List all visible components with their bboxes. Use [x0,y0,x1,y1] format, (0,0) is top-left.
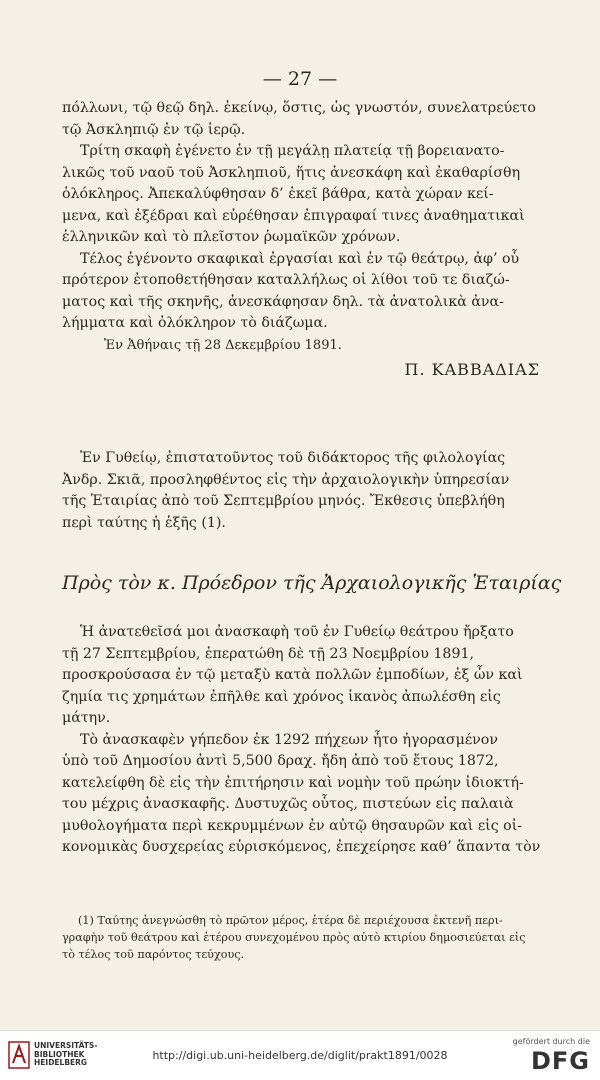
dateline: Ἐν Ἀθήναις τῇ 28 Δεκεμβρίου 1891. [104,337,342,353]
text-line: κατελείφθη δὲ εἰς τὴν ἐπιτήρησιν καὶ νομὴν τοῦ πρώην ἰδιοκτή- [62,774,524,791]
text-line: τῷ Ἀσκληπιῷ ἐν τῷ ἱερῷ. [62,121,246,138]
text-line: ἑλληνικῶν καὶ τὸ πλεῖστον ῥωμαϊκῶν χρόνων. [62,229,401,245]
sponsor-caption: gefördert durch die [512,1037,590,1046]
text-line: Ἐν Γυθείῳ, ἐπιστατοῦντος τοῦ διδάκτορος τῆς φιλολογίας [80,450,506,466]
footnote-line: γραφὴν τοῦ θεάτρου καὶ ἑτέρου συνεχομένου πρὸς αὐτὸ κτιρίου δημοσιεύεται εἰς [62,931,526,944]
text-line: πόλλωνι, τῷ θεῷ δηλ. ἐκείνῳ, ὅστις, ὡς γνωστόν, συνελατρεύετο [62,100,536,116]
footnote [62,912,542,963]
dfg-logo: DFG [530,1047,590,1075]
text-line: ζημία τις χρημάτων ἐπῆλθε καὶ χρόνος ἱκανὸς ἀπωλέσθη εἰς [62,688,501,705]
section-heading-block [62,570,562,596]
text-line: Ἀνδρ. Σκιᾶ, προσληφθέντος εἰς τὴν ἀρχαιολογικὴν ὑπηρεσίαν [62,471,510,488]
text-line: Ἡ ἀνατεθεῖσά μοι ἀνασκαφὴ τοῦ ἐν Γυθείῳ θεάτρου ἤρξατο [80,624,514,640]
section-2 [62,448,542,534]
signature: Π. ΚΑΒΒΑΔΙΑΣ [404,360,540,379]
text-line: λήμματα καὶ ὁλόκληρον τὸ διάζωμα. [62,315,328,331]
library-name: UNIVERSITÄTS- BIBLIOTHEK HEIDELBERG [34,1041,98,1067]
text-line: του μέχρις ἀνασκαφῆς. Δυστυχῶς οὗτος, πιστεύων εἰς παλαιὰ [62,796,514,812]
footnote-line: (1) Ταύτης ἀνεγνώσθη τὸ πρῶτον μέρος, ἑτέρα δὲ περιέχουσα ἐκτενῆ περι- [78,914,503,927]
text-line: ματος καὶ τῆς σκηνῆς, ἀνεσκάφησαν δηλ. τὰ ἀνατολικὰ ἀνα- [62,293,504,310]
text-line: προσκρούσασα ἐν τῷ μεταξὺ κατὰ πολλῶν ἐμποδίων, ἐξ ὧν καὶ [62,667,523,683]
page-number: — 27 — [262,68,338,90]
text-line: μάτην. [62,710,111,726]
text-line: περὶ ταύτης ἡ ἑξῆς (1). [62,514,226,531]
section-1 [62,98,542,381]
text-line: ὑπὸ τοῦ Δημοσίου ἀντὶ 5,500 δραχ. ἤδη ἀπὸ τοῦ ἔτους 1872, [62,753,499,769]
text-line: κονομικὰς δυσχερείας εὑρισκόμενος, ἐπεχείρησε καθ’ ἅπαντα τὸν [62,839,541,855]
footnote-line: τὸ τέλος τοῦ παρόντος τεύχους. [62,948,245,961]
text-line: τῇ 27 Σεπτεμβρίου, ἐπερατώθη δὲ τῇ 23 Νοεμβρίου 1891, [62,645,475,662]
viewer-footer [0,1030,600,1080]
page-url-link[interactable]: http://digi.ub.uni-heidelberg.de/diglit/prakt1891/0028 [152,1049,448,1062]
text-line: λικῶς τοῦ ναοῦ τοῦ Ἀσκληπιοῦ, ἥτις ἀνεσκάφη καὶ ἐκαθαρίσθη [62,164,521,181]
text-line: μυθολογήματα περὶ κεκρυμμένων ἐν αὐτῷ θησαυρῶν καὶ εἰς οἰ- [62,817,523,834]
text-line: τῆς Ἑταιρίας ἀπὸ τοῦ Σεπτεμβρίου μηνός. Ἔκθεσις ὑπεβλήθη [62,493,505,509]
text-line: Τὸ ἀνασκαφὲν γήπεδον ἐκ 1292 πήχεων ἦτο ἠγορασμένον [80,731,498,748]
text-line: πρότερον ἐτοποθετήθησαν καταλλήλως οἱ λίθοι τοῦ τε διαζώ- [62,272,510,288]
text-line: ὁλόκληρος. Ἀπεκαλύφθησαν δ’ ἐκεῖ βάθρα, κατὰ χώραν κεί- [62,186,494,202]
text-line: Τέλος ἐγένοντο σκαφικαὶ ἐργασίαι καὶ ἐν τῷ θεάτρῳ, ἀφ’ οὗ [80,250,520,267]
section-3 [62,622,542,859]
letter-heading: Πρὸς τὸν κ. Πρόεδρον τῆς Ἀρχαιολογικῆς Ἑταιρίας [62,572,562,594]
text-line: μενα, καὶ ἐξέδραι καὶ εὑρέθησαν ἐπιγραφαί τινες ἀναθηματικαὶ [62,207,525,224]
text-line: Τρίτη σκαφὴ ἐγένετο ἐν τῇ μεγάλῃ πλατείᾳ τῇ βορειανατο- [80,143,505,159]
